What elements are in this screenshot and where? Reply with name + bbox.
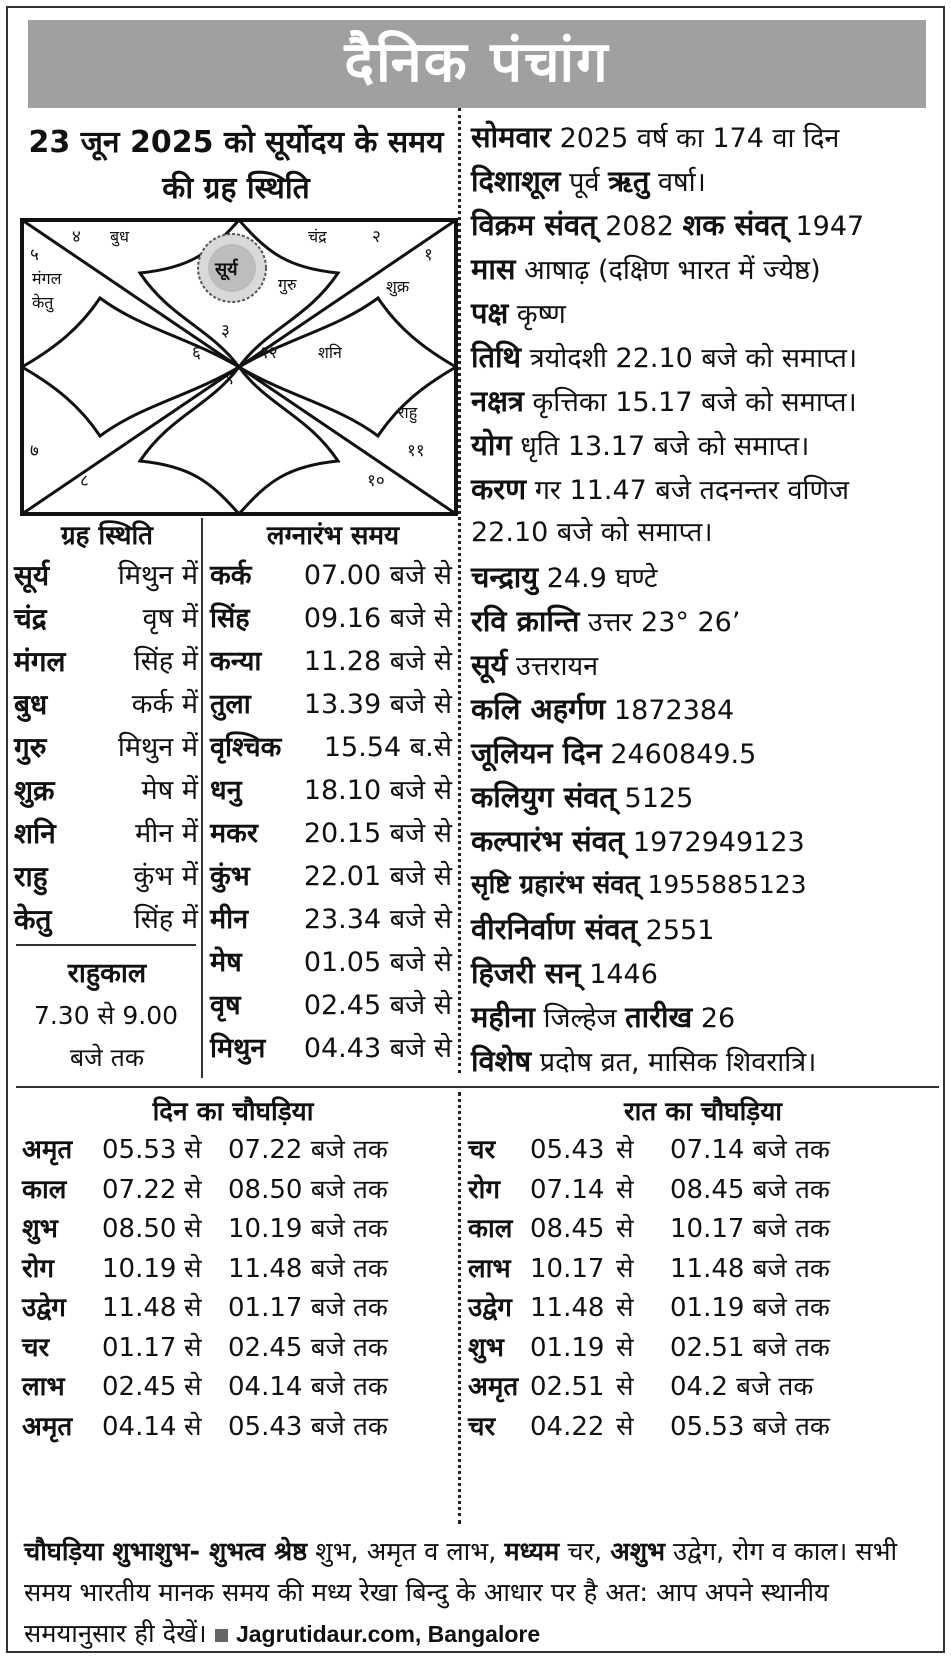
lagna-row [210, 814, 456, 854]
graha-sign: सिंह में [133, 904, 198, 935]
info-row [471, 642, 941, 690]
choghadiya-row [22, 1328, 452, 1369]
info-value: वर्षा। [657, 167, 706, 198]
choghadiya-start: 07.22 [102, 1174, 177, 1205]
choghadiya-row [468, 1209, 898, 1250]
graha-name: केतु [14, 903, 52, 936]
info-value: 5125 [624, 783, 694, 814]
info-key: नक्षत्र [471, 384, 524, 418]
house-number: ४ [72, 227, 81, 247]
choghadiya-end: 10.19 बजे तक [228, 1214, 388, 1244]
lagna-name: मिथुन [210, 1033, 266, 1064]
info-key: तिथि [471, 340, 522, 374]
graha-name: शनि [14, 817, 56, 850]
info-row [471, 774, 941, 822]
choghadiya-start: 04.14 [102, 1411, 177, 1442]
planet-label: शुक्र [386, 277, 410, 296]
graha-name: मंगल [14, 645, 66, 678]
lagna-row [210, 642, 456, 682]
graha-sign: कुंभ में [133, 861, 198, 892]
choghadiya-name: काल [22, 1174, 67, 1205]
footer-strong: मध्यम [504, 1537, 560, 1567]
graha-sign: वृष में [142, 603, 198, 634]
choghadiya-start: 11.48 [530, 1293, 605, 1323]
choghadiya-name: अमृत [22, 1135, 73, 1165]
info-key: कलि अहर्गण [471, 692, 606, 726]
rahukaal-heading: राहुकाल [67, 958, 147, 989]
info-key: महीना [471, 1000, 535, 1034]
section-divider [16, 1086, 939, 1088]
footer-text: चर, [559, 1537, 611, 1567]
info-value: धृति 13.17 बजे को समाप्त। [520, 431, 810, 462]
lagna-name: मकर [210, 818, 258, 849]
info-row [471, 422, 941, 470]
choghadiya-row [468, 1288, 898, 1329]
info-key: विशेष [471, 1044, 532, 1078]
lagna-time: 22.01 बजे से [303, 861, 452, 892]
lagna-row [210, 771, 456, 811]
info-key: वीरनिर्वाण संवत् [471, 912, 638, 946]
choghadiya-start: 08.50 [102, 1214, 177, 1244]
panchang-page [6, 6, 945, 1653]
lagna-row [210, 685, 456, 725]
planet-label: मंगल [32, 269, 62, 288]
graha-row [14, 685, 200, 726]
graha-heading: ग्रह स्थिति [60, 521, 154, 551]
choghadiya-end: 04.2 बजे तक [670, 1372, 814, 1402]
planet-label: बुध [110, 227, 129, 246]
graha-sign: कर्क में [131, 689, 198, 720]
info-key: चन्द्रायु [471, 560, 539, 594]
choghadiya-se: से [616, 1332, 634, 1363]
info-row [471, 730, 941, 778]
info-key: सोमवार [471, 120, 551, 154]
choghadiya-row [22, 1209, 452, 1250]
info-key: मास [471, 252, 516, 286]
choghadiya-end: 10.17 बजे तक [670, 1214, 830, 1244]
choghadiya-start: 05.43 [530, 1135, 605, 1165]
choghadiya-se: से [184, 1214, 202, 1244]
info-row [471, 686, 941, 734]
graha-sign: सिंह में [133, 646, 198, 677]
info-value: कृत्तिका 15.17 बजे को समाप्त। [532, 387, 857, 418]
info-value: जिल्हेज [543, 1003, 617, 1034]
choghadiya-se: से [616, 1372, 634, 1402]
lagna-row [210, 986, 456, 1026]
choghadiya-row [468, 1407, 898, 1448]
graha-sign: मेष में [141, 775, 198, 806]
graha-row [14, 728, 200, 769]
choghadiya-start: 02.45 [102, 1372, 177, 1402]
choghadiya-row [468, 1328, 898, 1369]
lagna-name: कन्या [210, 646, 262, 677]
footer-text: उद्वेग, रोग व काल। सभी समय भारतीय मानक समय की मध्य रेखा बिन्दु के आधार पर है अत: आप अपने स्थानीय समयानुसार ही देखें। [24, 1537, 898, 1649]
info-value: 2025 वर्ष का 174 वा दिन [559, 123, 840, 154]
choghadiya-row [22, 1407, 452, 1448]
choghadiya-start: 10.17 [530, 1253, 605, 1284]
lagna-time: 13.39 बजे से [303, 689, 452, 720]
page-title: दैनिक पंचांग [28, 20, 926, 108]
choghadiya-se: से [616, 1411, 634, 1442]
choghadiya-name: चर [468, 1135, 496, 1165]
chart-heading: 23 जून 2025 को सूर्योदय के समय की ग्रह स्थिति [28, 125, 444, 206]
info-key: करण [471, 472, 527, 506]
column-divider [458, 108, 461, 1073]
lagna-time: 09.16 बजे से [303, 603, 452, 634]
graha-row [14, 771, 200, 812]
lagna-time: 01.05 बजे से [303, 947, 452, 978]
lagna-row [210, 1029, 456, 1069]
info-value: कृष्ण [516, 299, 566, 330]
graha-name: गुरु [14, 731, 47, 764]
choghadiya-row [22, 1367, 452, 1408]
choghadiya-se: से [184, 1253, 202, 1284]
choghadiya-se: से [184, 1372, 202, 1402]
info-value: 26 [700, 1003, 736, 1034]
choghadiya-se: से [184, 1411, 202, 1442]
lagna-name: कर्क [210, 560, 252, 591]
choghadiya-start: 02.51 [530, 1372, 605, 1402]
lagna-row [210, 943, 456, 983]
lagna-time: 07.00 बजे से [303, 560, 452, 591]
choghadiya-end: 01.17 बजे तक [228, 1293, 388, 1323]
choghadiya-name: शुभ [22, 1214, 58, 1244]
info-row [471, 510, 941, 556]
graha-name: चंद्र [14, 602, 47, 635]
choghadiya-se: से [184, 1332, 202, 1363]
choghadiya-name: चर [22, 1332, 50, 1363]
info-key: कल्पारंभ संवत् [471, 824, 625, 858]
info-value: 1446 [589, 959, 658, 990]
choghadiya-se: से [616, 1135, 634, 1165]
choghadiya-start: 07.14 [530, 1174, 605, 1205]
house-number: ५ [30, 245, 39, 265]
info-key: ऋतु [608, 164, 650, 198]
kundli-chart [20, 218, 458, 516]
info-value: पूर्व [569, 167, 600, 198]
choghadiya-name: उद्वेग [468, 1293, 512, 1323]
choghadiya-end: 04.14 बजे तक [228, 1372, 388, 1402]
house-number: ८ [80, 471, 89, 491]
lagna-name: सिंह [210, 603, 250, 634]
planet-label: चंद्र [308, 227, 327, 246]
info-value: 1972949123 [632, 827, 805, 858]
choghadiya-se: से [616, 1214, 634, 1244]
house-number: १० [367, 471, 385, 491]
graha-name: राहु [14, 860, 48, 893]
info-row [471, 290, 941, 338]
info-value: प्रदोष व्रत, मासिक शिवरात्रि। [539, 1047, 817, 1078]
info-value: उत्तर 23° 26’ [587, 607, 741, 638]
info-key: दिशाशूल [471, 164, 561, 198]
planet-label: शनि [318, 343, 342, 362]
house-number: ९ [225, 369, 234, 389]
choghadiya-start: 08.45 [530, 1214, 605, 1244]
choghadiya-row [22, 1130, 452, 1171]
lagna-name: तुला [210, 689, 251, 720]
info-value: 1955885123 [647, 870, 807, 899]
house-number: ७ [30, 441, 39, 461]
lagna-name: कुंभ [210, 861, 250, 892]
info-row [471, 334, 941, 382]
choghadiya-end: 07.22 बजे तक [228, 1135, 388, 1165]
house-number: २ [372, 227, 381, 247]
choghadiya-start: 01.17 [102, 1332, 177, 1363]
planet-label: सूर्य [215, 259, 238, 280]
info-value: 2082 [605, 211, 674, 242]
choghadiya-row [468, 1367, 898, 1408]
info-key: सृष्टि ग्रहारंभ संवत् [471, 870, 640, 900]
info-key: पक्ष [471, 296, 509, 330]
choghadiya-se: से [184, 1293, 202, 1323]
house-number: ६ [192, 343, 201, 363]
lagna-name: मीन [210, 904, 249, 935]
info-key: योग [471, 428, 512, 462]
info-row [471, 246, 941, 294]
info-row [471, 114, 941, 162]
planet-label: राहु [398, 403, 418, 422]
info-key: सूर्य [471, 648, 508, 682]
footer-credit: Jagrutidaur.com, Bangalore [235, 1621, 541, 1647]
info-key: विक्रम संवत् [471, 208, 597, 242]
info-row [471, 202, 941, 250]
house-number: १ [424, 245, 433, 265]
day-choghadiya-heading: दिन का चौघड़िया [152, 1097, 314, 1127]
choghadiya-name: काल [468, 1214, 513, 1244]
graha-row [14, 814, 200, 855]
choghadiya-name: अमृत [468, 1372, 519, 1402]
info-key: हिजरी सन् [471, 956, 581, 990]
info-key: जूलियन दिन [471, 736, 602, 770]
lagna-time: 02.45 बजे से [303, 990, 452, 1021]
info-value: गर 11.47 बजे तदनन्तर वणिज [534, 475, 850, 506]
house-number: ११ [407, 441, 425, 461]
choghadiya-name: शुभ [468, 1332, 504, 1363]
choghadiya-end: 07.14 बजे तक [670, 1135, 830, 1165]
rahukaal-tail: बजे तक [69, 1043, 145, 1072]
choghadiya-name: चर [468, 1411, 496, 1442]
info-row [471, 950, 941, 998]
choghadiya-end: 11.48 बजे तक [228, 1253, 388, 1284]
choghadiya-name: रोग [468, 1174, 501, 1205]
lagna-time: 15.54 ब.से [323, 732, 452, 763]
lagna-time: 20.15 बजे से [303, 818, 452, 849]
info-row [471, 378, 941, 426]
info-value: 1872384 [613, 695, 735, 726]
choghadiya-se: से [616, 1293, 634, 1323]
choghadiya-end: 08.50 बजे तक [228, 1174, 388, 1205]
lagna-time: 11.28 बजे से [303, 646, 452, 677]
choghadiya-end: 08.45 बजे तक [670, 1174, 830, 1205]
house-number: ३ [221, 321, 230, 341]
choghadiya-start: 11.48 [102, 1293, 177, 1323]
choghadiya-end: 11.48 बजे तक [670, 1253, 830, 1284]
choghadiya-start: 04.22 [530, 1411, 605, 1442]
graha-sign: मिथुन में [117, 732, 198, 763]
choghadiya-row [22, 1170, 452, 1211]
info-row [471, 1038, 941, 1086]
info-row [471, 818, 941, 866]
choghadiya-row [468, 1170, 898, 1211]
graha-row [14, 556, 200, 597]
choghadiya-se: से [616, 1174, 634, 1205]
planet-label: केतु [32, 293, 54, 312]
info-value: 24.9 घण्टे [546, 563, 658, 594]
choghadiya-row [22, 1288, 452, 1329]
info-key: तारीख [625, 1000, 693, 1034]
night-choghadiya-heading: रात का चौघड़िया [623, 1097, 783, 1127]
choghadiya-name: लाभ [468, 1253, 511, 1284]
choghadiya-name: लाभ [22, 1372, 65, 1402]
choghadiya-name: रोग [22, 1253, 55, 1284]
choghadiya-start: 05.53 [102, 1135, 177, 1165]
footer-strong: अशुभ [610, 1537, 666, 1567]
planet-label: गुरु [278, 275, 297, 294]
info-row [471, 906, 941, 954]
info-key: रवि क्रान्ति [471, 604, 580, 638]
lagna-time: 18.10 बजे से [303, 775, 452, 806]
house-number: १२ [260, 343, 278, 363]
choghadiya-row [468, 1249, 898, 1290]
lagna-name: मेष [210, 947, 242, 978]
square-bullet-icon [215, 1629, 228, 1642]
graha-sign: मिथुन में [117, 560, 198, 591]
choghadiya-se: से [184, 1135, 202, 1165]
choghadiya-end: 01.19 बजे तक [670, 1293, 830, 1323]
footer-text: शुभ, अमृत व लाभ, [307, 1537, 505, 1567]
info-value: 1947 [795, 211, 865, 242]
graha-row [14, 900, 200, 941]
info-value: 22.10 बजे को समाप्त। [471, 517, 713, 548]
info-row [471, 554, 941, 602]
choghadiya-start: 10.19 [102, 1253, 177, 1284]
info-row [471, 158, 941, 206]
info-key: कलियुग संवत् [471, 780, 616, 814]
graha-name: सूर्य [14, 559, 50, 592]
graha-row [14, 642, 200, 683]
choghadiya-start: 01.19 [530, 1332, 605, 1363]
rahukaal-time: 7.30 से 9.00 [33, 1001, 179, 1030]
graha-row [14, 857, 200, 898]
graha-row [14, 599, 200, 640]
info-value: 2460849.5 [610, 739, 757, 770]
lagna-row [210, 599, 456, 639]
info-value: उत्तरायन [516, 651, 599, 682]
lagna-row [210, 728, 456, 768]
lagna-heading: लग्नारंभ समय [266, 521, 400, 551]
section-divider [16, 944, 196, 946]
lagna-time: 04.43 बजे से [303, 1033, 452, 1064]
choghadiya-row [468, 1130, 898, 1171]
info-row [471, 598, 941, 646]
graha-name: शुक्र [14, 774, 55, 807]
lagna-name: धनु [210, 775, 242, 806]
choghadiya-end: 02.51 बजे तक [670, 1332, 830, 1363]
info-row [471, 994, 941, 1042]
choghadiya-se: से [616, 1253, 634, 1284]
footer-strong: चौघड़िया शुभाशुभ- शुभत्व श्रेष्ठ [24, 1537, 308, 1567]
column-divider [458, 1092, 461, 1524]
section-divider [201, 518, 203, 1078]
info-row [471, 466, 941, 514]
lagna-row [210, 900, 456, 940]
choghadiya-row [22, 1249, 452, 1290]
info-row [471, 862, 941, 908]
lagna-name: वृश्चिक [210, 732, 282, 763]
lagna-row [210, 857, 456, 897]
lagna-name: वृष [210, 990, 241, 1021]
choghadiya-end: 05.43 बजे तक [228, 1411, 388, 1442]
info-value: आषाढ़ (दक्षिण भारत में ज्येष्ठ) [524, 255, 821, 286]
choghadiya-se: से [184, 1174, 202, 1205]
choghadiya-end: 02.45 बजे तक [228, 1332, 388, 1363]
footer-note [24, 1532, 939, 1655]
choghadiya-name: अमृत [22, 1411, 73, 1442]
choghadiya-name: उद्वेग [22, 1293, 66, 1323]
choghadiya-end: 05.53 बजे तक [670, 1411, 830, 1442]
graha-name: बुध [14, 688, 48, 721]
info-value: 2551 [645, 915, 715, 946]
lagna-row [210, 556, 456, 596]
graha-sign: मीन में [135, 818, 198, 849]
info-value: त्रयोदशी 22.10 बजे को समाप्त। [529, 343, 858, 374]
lagna-time: 23.34 बजे से [303, 904, 452, 935]
info-key: शक संवत् [682, 208, 787, 242]
